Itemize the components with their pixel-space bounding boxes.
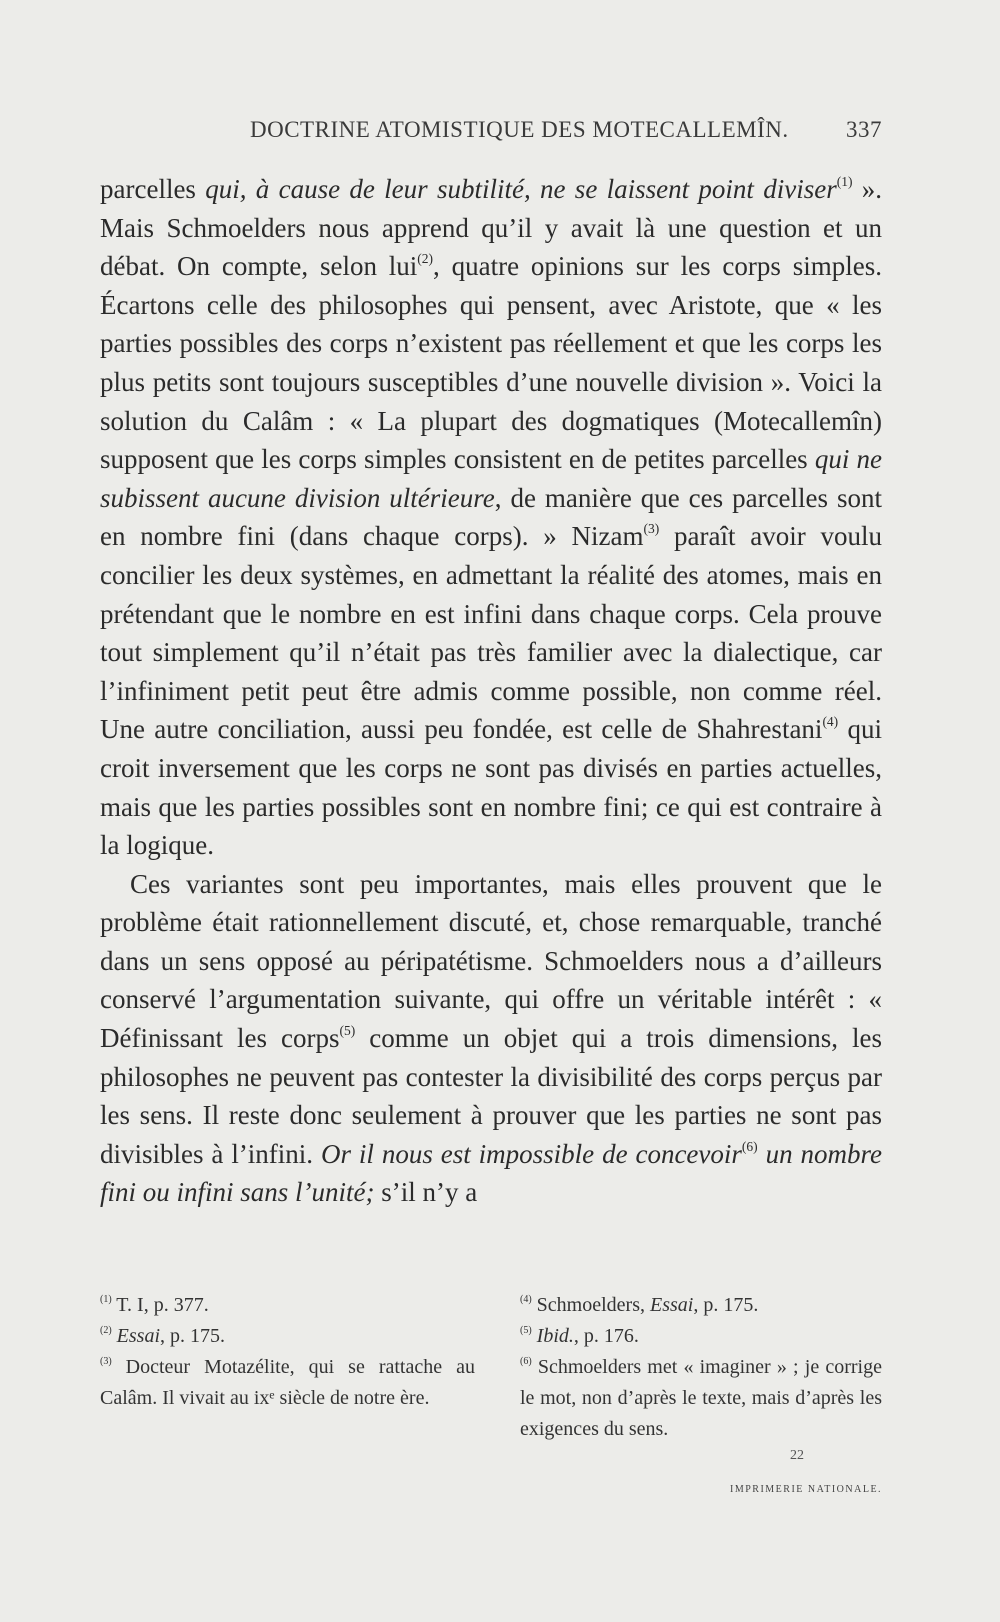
- footnote-reference: (4): [520, 1294, 532, 1305]
- footnote-reference: (6): [741, 1138, 758, 1154]
- footnote-reference: (1): [100, 1294, 112, 1305]
- text-run: qui croit inversement que les corps ne sont pas divisés en parties actuelles, mais que les parties possibles sont en nombre fini; ce qui est contraire à la logique.: [100, 714, 882, 861]
- signature-mark: 22: [790, 1448, 804, 1463]
- italic-run: Essai: [649, 1294, 694, 1316]
- footnote-4: [520, 1290, 882, 1321]
- text-run: paraît avoir voulu concilier les deux systèmes, en admettant la réalité des atomes, mais en prétendant que le nombre en est infini dans chaque corps. Cela prouve tout simplement qu’il n’était pas très familier avec la dialectique, car l’infiniment petit peut être admis comme possible, non comme réel. Une autre conciliation, aussi peu fondée, est celle de Shahrestani: [100, 521, 882, 745]
- footnote-reference: (5): [520, 1325, 532, 1336]
- text-run: [758, 1139, 766, 1169]
- text-run: Docteur Motazélite, qui se rattache au Calâm. Il vivait au ixᵉ siècle de notre ère.: [100, 1356, 475, 1409]
- footnotes-right-column: [520, 1290, 882, 1445]
- footnote-1: [100, 1290, 475, 1321]
- footnote-2: [100, 1321, 475, 1352]
- footnote-reference: (4): [822, 714, 839, 730]
- paragraph-2: [100, 865, 882, 1212]
- text-run: , quatre opinions sur les corps simples. Écartons celle des philosophes qui pensent, avec Aristote, que « les parties possibles des corps n’existent pas réellement et que les corps les plus petits sont toujours susceptibles d’une nouvelle division ». Voici la solution du Calâm : « La plupart des dogmatiques (Motecallemîn) supposent que les corps simples consistent en de petites parcelles: [100, 251, 882, 475]
- text-run: T. I, p. 377.: [111, 1294, 209, 1316]
- text-run: comme un objet qui a trois dimensions, les philosophes ne peuvent pas contester la divisibilité des corps perçus par les sens. Il reste donc seulement à prouver que les parties ne sont pas divisibles à l’infini.: [100, 1023, 882, 1169]
- footnote-reference: (3): [100, 1356, 112, 1367]
- italic-run: qui, à cause de leur subtilité, ne se laissent point diviser: [205, 174, 837, 204]
- footnotes-left-column: [100, 1290, 475, 1414]
- paragraph-1: [100, 170, 882, 865]
- footnote-reference: (2): [100, 1325, 112, 1336]
- running-head-title: DOCTRINE ATOMISTIQUE DES MOTECALLEMÎN.: [250, 117, 789, 142]
- text-run: Schmoelders,: [531, 1294, 650, 1316]
- footnote-reference: (6): [520, 1356, 532, 1367]
- italic-run: Or il nous est impossible de concevoir: [320, 1138, 742, 1169]
- text-run: s’il n’y a: [374, 1177, 478, 1208]
- footnote-reference: (5): [339, 1022, 356, 1038]
- text-run: , p. 175.: [160, 1325, 226, 1347]
- text-run: ». Mais Schmoelders nous apprend qu’il y avait là une question et un débat. On compte, selon lui: [100, 174, 883, 282]
- text-run: , de manière que ces parcelles sont en nombre fini (dans chaque corps). » Nizam: [100, 482, 882, 552]
- footnote-reference: (2): [417, 251, 434, 267]
- footnote-reference: (3): [643, 521, 660, 537]
- italic-run: Essai: [116, 1325, 161, 1347]
- italic-run: un nombre fini ou infini sans l’unité;: [100, 1138, 882, 1208]
- page-number: 337: [846, 117, 882, 142]
- text-run: , p. 176.: [573, 1325, 639, 1347]
- footnote-6: [520, 1352, 882, 1445]
- footnote-5: [520, 1321, 882, 1352]
- text-run: Ces variantes sont peu importantes, mais elles prouvent que le problème était rationnellement discuté, et, chose remarquable, tranché dans un sens opposé au péripatétisme. Schmoelders nous a d’ailleurs conservé l’argumentation suivante, qui offre un véritable intérêt : « Définissant les corps: [100, 868, 882, 1054]
- body-text: [100, 170, 882, 1212]
- italic-run: Ibid.: [536, 1325, 574, 1347]
- text-run: Schmoelders met « imaginer » ; je corrige le mot, non d’après le texte, mais d’après les exigences du sens.: [520, 1356, 882, 1440]
- footnote-3: [100, 1352, 475, 1414]
- italic-run: qui ne subissent aucune division ultérieure: [100, 444, 882, 513]
- text-run: parcelles: [100, 174, 206, 204]
- text-run: , p. 175.: [693, 1294, 759, 1316]
- footnote-reference: (1): [836, 173, 853, 189]
- printer-line: IMPRIMERIE NATIONALE.: [730, 1484, 883, 1495]
